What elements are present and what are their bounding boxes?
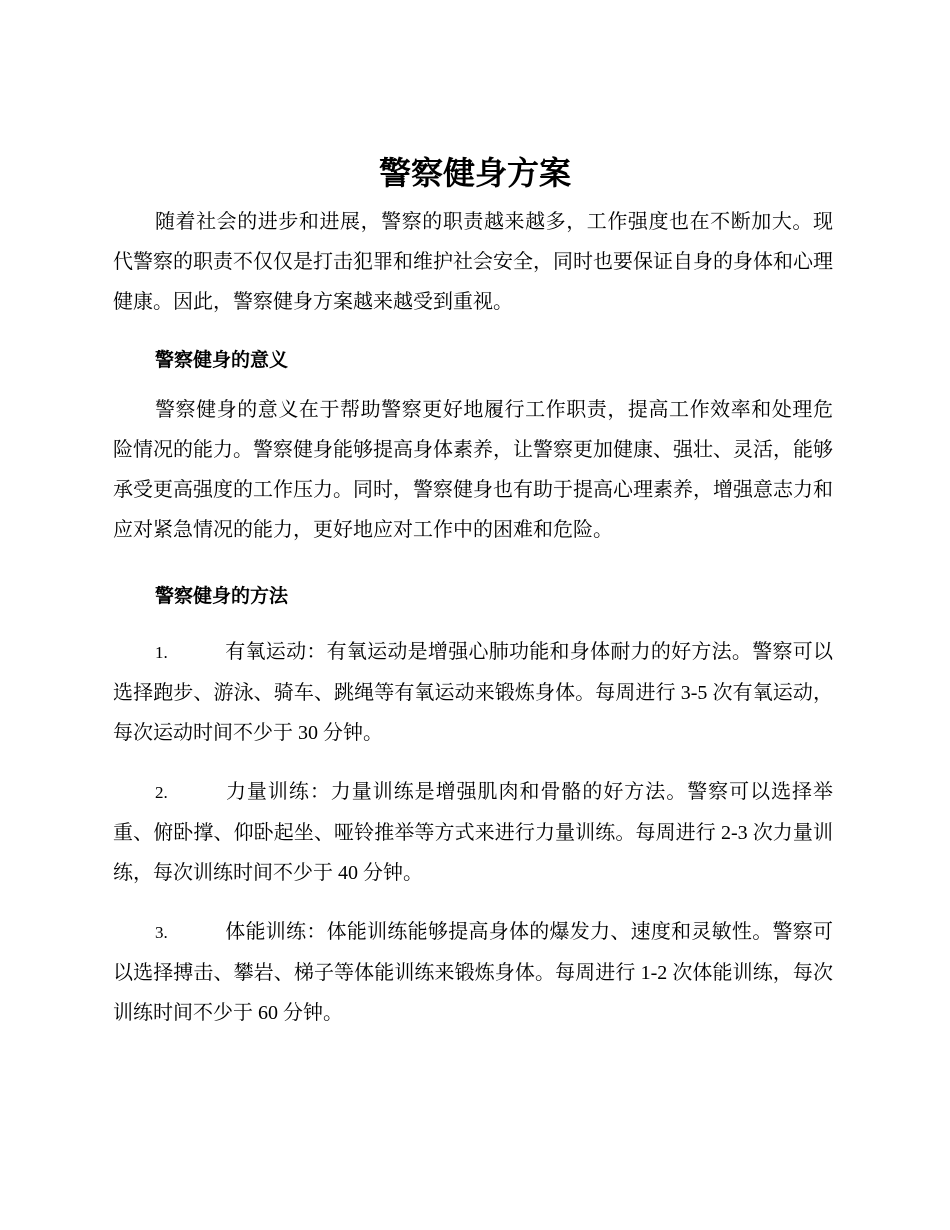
list-item bbox=[113, 912, 833, 1033]
intro-paragraph: 随着社会的进步和进展，警察的职责越来越多，工作强度也在不断加大。现代警察的职责不仅仅是打击犯罪和维护社会安全，同时也要保证自身的身体和心理健康。因此，警察健身方案越来越受到重视。 bbox=[113, 211, 833, 313]
list-item-text: 体能训练：体能训练能够提高身体的爆发力、速度和灵敏性。警察可以选择搏击、攀岩、梯子等体能训练来锻炼身体。每周进行 1-2 次体能训练，每次训练时间不少于 60 分钟。 bbox=[113, 921, 833, 1024]
list-item-number: 2. bbox=[155, 783, 168, 802]
list-item-text: 力量训练：力量训练是增强肌肉和骨骼的好方法。警察可以选择举重、俯卧撑、仰卧起坐、哑铃推举等方式来进行力量训练。每周进行 2-3 次力量训练，每次训练时间不少于 40 分钟。 bbox=[113, 781, 833, 884]
list-item-number: 3. bbox=[155, 923, 168, 942]
list-item-number: 1. bbox=[155, 643, 168, 662]
list-item-text: 有氧运动：有氧运动是增强心肺功能和身体耐力的好方法。警察可以选择跑步、游泳、骑车、跳绳等有氧运动来锻炼身体。每周进行 3-5 次有氧运动，每次运动时间不少于 30 分钟。 bbox=[113, 641, 833, 744]
section-heading-methods: 警察健身的方法 bbox=[155, 585, 289, 607]
significance-paragraph: 警察健身的意义在于帮助警察更好地履行工作职责，提高工作效率和处理危险情况的能力。警察健身能够提高身体素养，让警察更加健康、强壮、灵活，能够承受更高强度的工作压力。同时，警察健身也有助于提高心理素养，增强意志力和应对紧急情况的能力，更好地应对工作中的困难和危险。 bbox=[113, 399, 833, 541]
list-item bbox=[113, 772, 833, 893]
list-item bbox=[113, 632, 833, 753]
document-title: 警察健身方案 bbox=[378, 154, 571, 192]
section-heading-significance: 警察健身的意义 bbox=[155, 349, 289, 371]
